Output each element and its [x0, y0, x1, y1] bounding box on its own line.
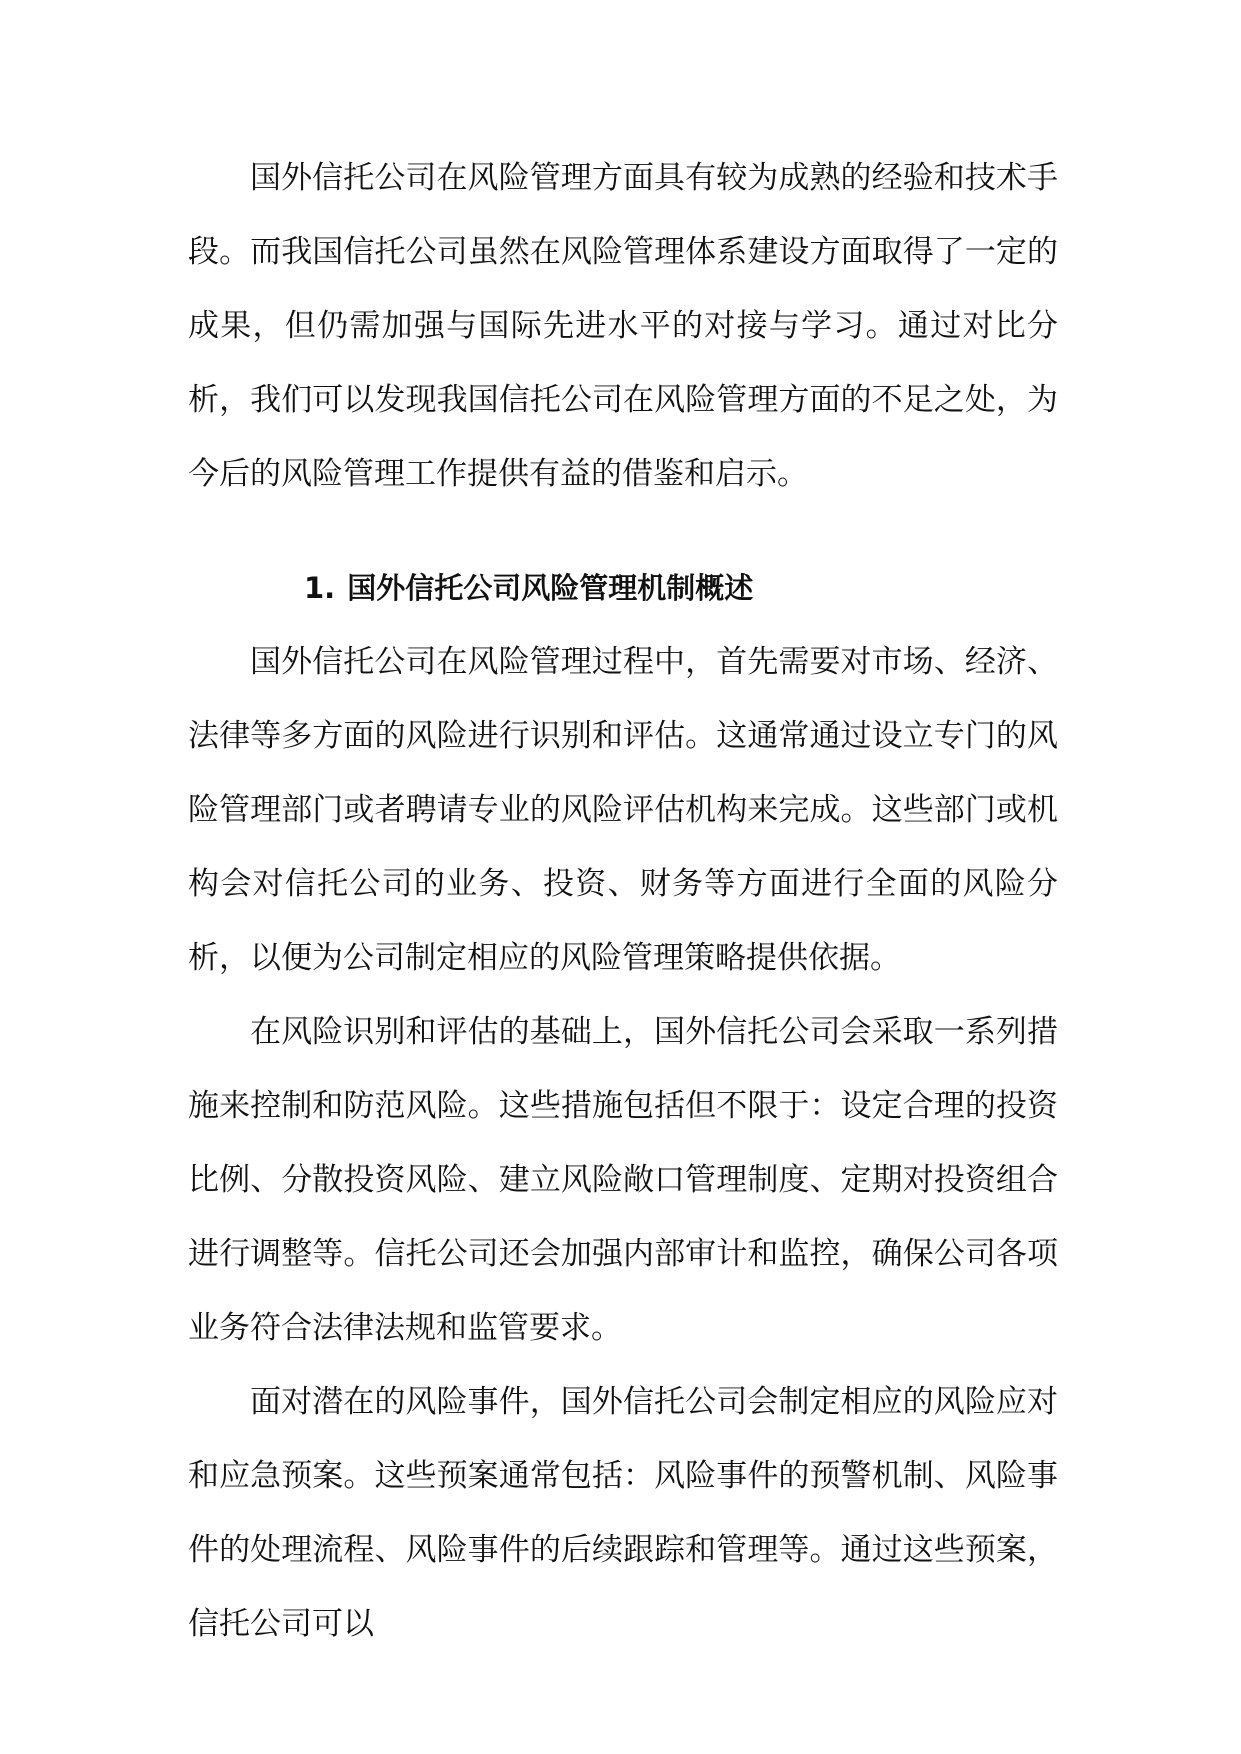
section-title: 国外信托公司风险管理机制概述: [347, 571, 754, 605]
document-body: [188, 141, 1058, 1661]
section-paragraph-1: 国外信托公司在风险管理过程中，首先需要对市场、经济、法律等多方面的风险进行识别和评估。这通常通过设立专门的风险管理部门或者聘请专业的风险评估机构来完成。这些部门或机构会对信托公司的业务、投资、财务等方面进行全面的风险分析，以便为公司制定相应的风险管理策略提供依据。: [188, 644, 1058, 976]
section-paragraph-3: 面对潜在的风险事件，国外信托公司会制定相应的风险应对和应急预案。这些预案通常包括：风险事件的预警机制、风险事件的处理流程、风险事件的后续跟踪和管理等。通过这些预案，信托公司可以: [188, 1384, 1058, 1642]
section-number: 1.: [304, 571, 336, 605]
intro-paragraph: 国外信托公司在风险管理方面具有较为成熟的经验和技术手段。而我国信托公司虽然在风险管理体系建设方面取得了一定的成果，但仍需加强与国际先进水平的对接与学习。通过对比分析，我们可以发现我国信托公司在风险管理方面的不足之处，为今后的风险管理工作提供有益的借鉴和启示。: [188, 160, 1058, 492]
section-heading: [188, 551, 1058, 625]
section-paragraph-2: 在风险识别和评估的基础上，国外信托公司会采取一系列措施来控制和防范风险。这些措施包括但不限于：设定合理的投资比例、分散投资风险、建立风险敞口管理制度、定期对投资组合进行调整等。信托公司还会加强内部审计和监控，确保公司各项业务符合法律法规和监管要求。: [188, 1014, 1058, 1346]
